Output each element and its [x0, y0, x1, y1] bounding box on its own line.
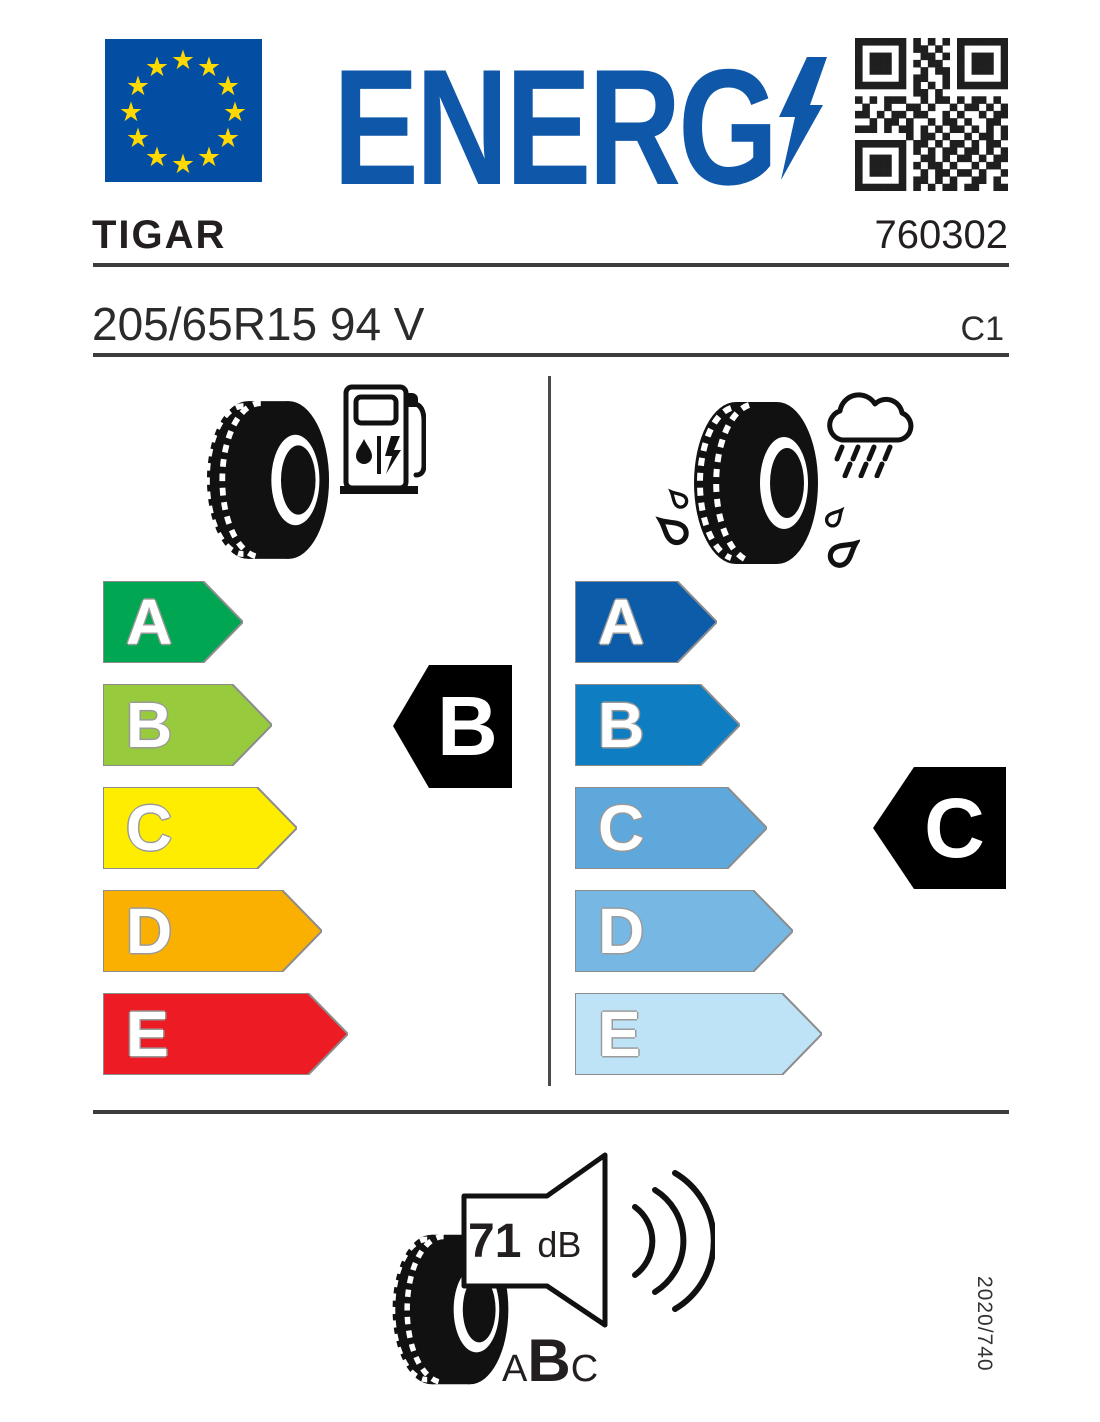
fuel-rating-indicator [393, 665, 512, 788]
svg-text:★: ★ [118, 97, 144, 128]
grade-letter: E [126, 998, 169, 1070]
svg-text:★: ★ [215, 123, 241, 154]
wet-grade-row-b [575, 684, 740, 766]
wet-grade-row-e [575, 993, 822, 1075]
regulation-reference: 2020/740 [973, 1276, 996, 1372]
eu-flag-icon [105, 39, 262, 182]
lightning-bolt-icon [773, 57, 827, 180]
sound-wave-arc [635, 1207, 652, 1275]
svg-text:★: ★ [222, 97, 248, 128]
noise-value-group [468, 1216, 581, 1268]
fuel-grade-row-c [103, 787, 297, 869]
svg-text:★: ★ [196, 52, 222, 83]
wet-grade-row-c [575, 787, 767, 869]
grade-letter: D [126, 895, 173, 967]
noise-class-a: A [502, 1348, 528, 1390]
fuel-pump-icon [338, 383, 426, 495]
rain-cloud-icon [812, 383, 922, 478]
svg-text:★: ★ [170, 149, 196, 180]
wet-grip-rating-indicator [873, 767, 1006, 889]
brand-name: TIGAR [92, 213, 227, 257]
tire-size: 205/65R15 94 V [92, 298, 425, 350]
divider-line [93, 263, 1009, 267]
svg-text:★: ★ [144, 142, 170, 173]
vertical-divider [548, 376, 551, 1086]
noise-value: 71 [468, 1215, 522, 1268]
wet-grade-row-a [575, 581, 717, 663]
tire-icon [205, 395, 330, 565]
fuel-grade-row-e [103, 993, 348, 1075]
svg-text:★: ★ [125, 123, 151, 154]
fuel-grade-row-d [103, 890, 322, 972]
svg-text:★: ★ [170, 45, 196, 76]
noise-unit: dB [537, 1224, 582, 1265]
svg-text:★: ★ [215, 71, 241, 102]
wet-grip-rating-letter: C [924, 780, 985, 875]
svg-text:★: ★ [196, 142, 222, 173]
grade-letter: E [598, 998, 641, 1070]
svg-text:★: ★ [144, 52, 170, 83]
divider-line [93, 1110, 1009, 1114]
fuel-grade-row-a [103, 581, 243, 663]
fuel-rating-letter: B [437, 679, 498, 773]
tire-class: C1 [960, 310, 1004, 348]
grade-letter: A [126, 586, 173, 658]
grade-letter: A [598, 586, 645, 658]
article-number: 760302 [874, 213, 1008, 257]
grade-letter: C [126, 792, 173, 864]
sound-wave-arc [655, 1190, 683, 1292]
energy-logo-text: ENERG [333, 35, 776, 219]
grade-letter: D [598, 895, 645, 967]
divider-line [93, 353, 1009, 357]
wet-grade-row-d [575, 890, 793, 972]
grade-letter: B [126, 689, 173, 761]
noise-class-c: C [570, 1348, 599, 1390]
grade-letter: B [598, 689, 645, 761]
grade-letter: C [598, 792, 645, 864]
qr-code [855, 38, 1008, 191]
svg-text:★: ★ [125, 71, 151, 102]
noise-class-b: B [527, 1327, 571, 1394]
fuel-grade-row-b [103, 684, 272, 766]
noise-class-letters [502, 1326, 598, 1395]
